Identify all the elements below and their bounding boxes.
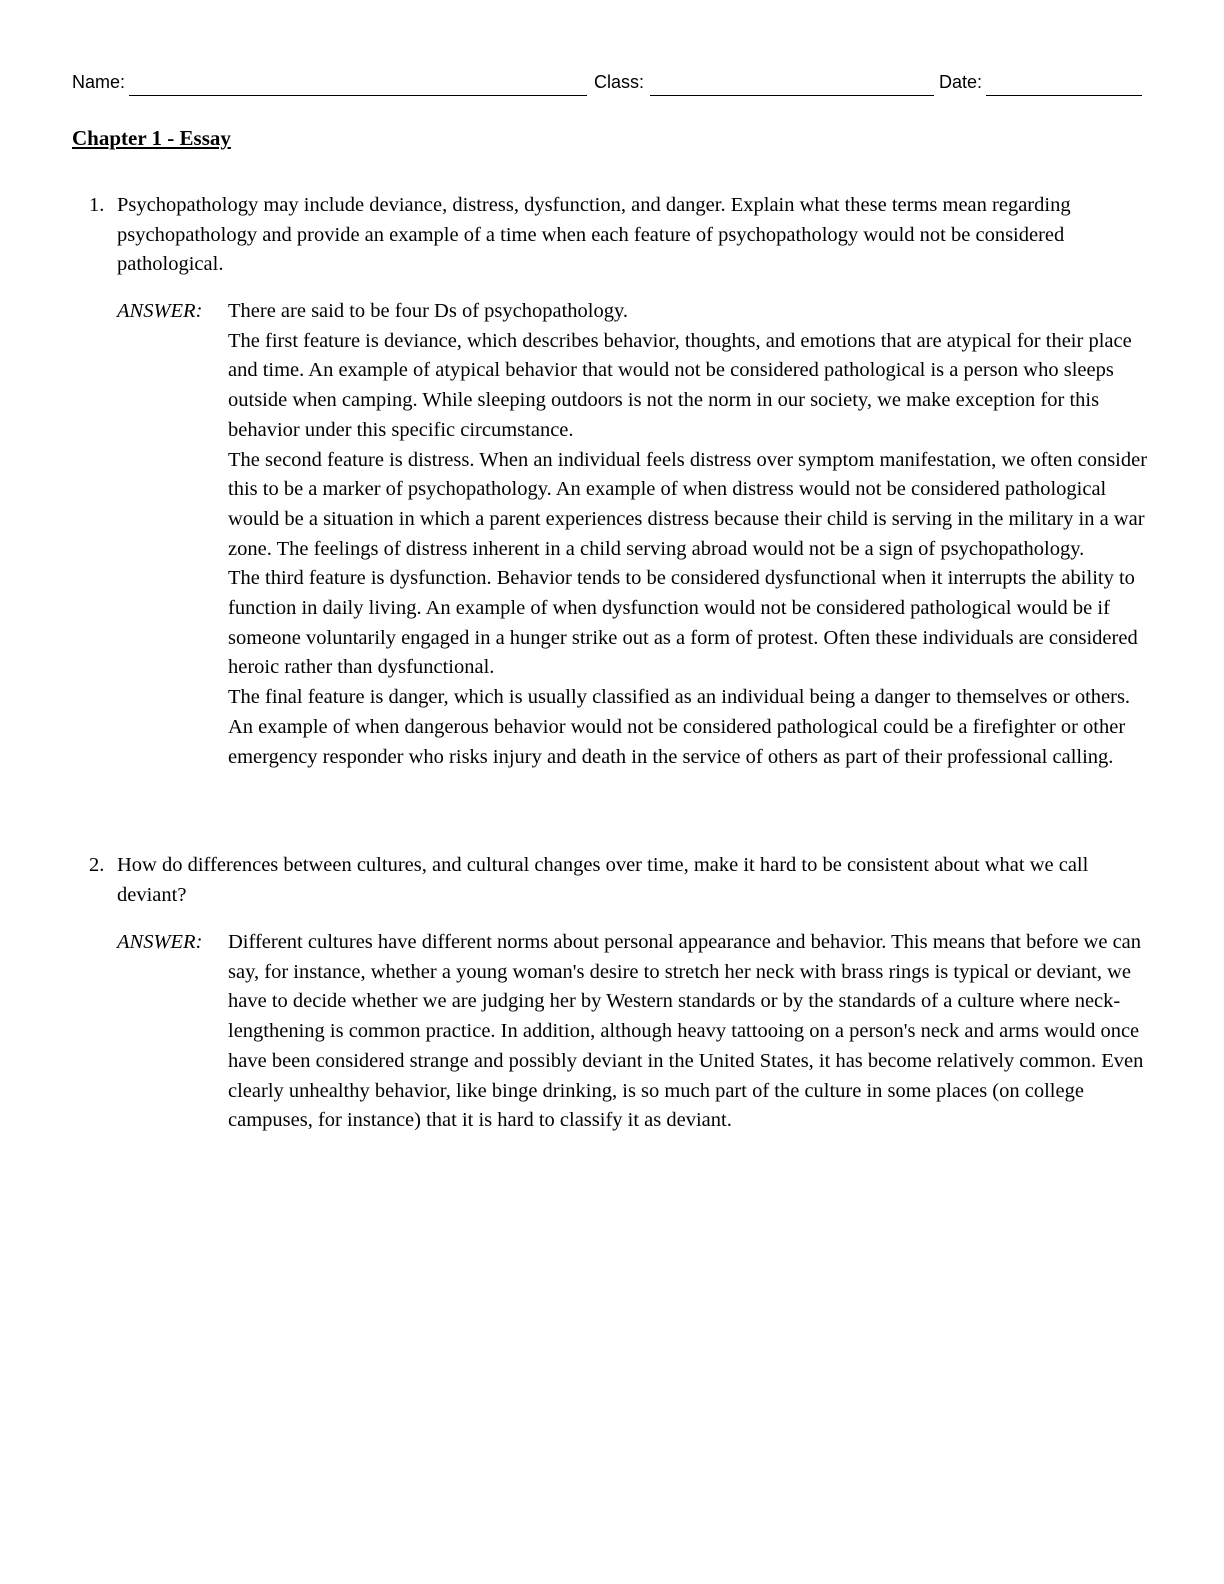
- date-blank-line: [986, 95, 1142, 96]
- class-blank-line: [650, 95, 934, 96]
- date-field: [939, 70, 1142, 96]
- question-number: 1.: [89, 194, 105, 216]
- student-info-header: [72, 70, 1142, 98]
- answer-paragraph: There are said to be four Ds of psychopathology.: [228, 300, 629, 322]
- name-label: Name:: [72, 72, 126, 92]
- answer-paragraph: Different cultures have different norms about personal appearance and behavior. This means that before we can say, for instance, whether a young woman's desire to stretch her neck with brass rings is typical or deviant, we have to decide whether we are judging her by Western standards or by the standards of a culture where neck-lengthening is common practice. In addition, although heavy tattooing on a person's neck and arms would once have been considered strange and possibly deviant in the United States, it has become relatively common. Even clearly unhealthy behavior, like binge drinking, is so much part of the culture in some places (on college campuses, for instance) that it is hard to classify it as deviant.: [228, 931, 1144, 1132]
- answer-body: [228, 928, 1148, 1136]
- answer-paragraph: The third feature is dysfunction. Behavior tends to be considered dysfunctional when it interrupts the ability to function in daily living. An example of when dysfunction would not be considered pathological would be if someone voluntarily engaged in a hunger strike out as a form of protest. Often these individuals are considered heroic rather than dysfunctional.: [228, 567, 1138, 679]
- class-label: Class:: [594, 72, 645, 92]
- class-field: [594, 70, 934, 96]
- answer-paragraph: The second feature is distress. When an individual feels distress over symptom manifestation, we often consider this to be a marker of psychopathology. An example of when distress would not be considered pathological would be a situation in which a parent experiences distress because their child is serving in the military in a war zone. The feelings of distress inherent in a child serving abroad would not be a sign of psychopathology.: [228, 448, 1148, 560]
- name-field: [72, 70, 587, 96]
- name-blank-line: [129, 95, 587, 96]
- answer-paragraph: The final feature is danger, which is usually classified as an individual being a danger to themselves or others. An example of when dangerous behavior would not be considered pathological could be a firefighter or other emergency responder who risks injury and death in the service of others as part of their professional calling.: [228, 686, 1131, 768]
- answer-label: ANSWER:: [117, 931, 203, 953]
- question-text: How do differences between cultures, and cultural changes over time, make it hard to be consistent about what we call deviant?: [117, 854, 1089, 906]
- date-label: Date:: [939, 72, 983, 92]
- answer-body: [228, 297, 1148, 772]
- answer-paragraph: The first feature is deviance, which describes behavior, thoughts, and emotions that are atypical for their place and time. An example of atypical behavior that would not be considered pathological is a person who sleeps outside when camping. While sleeping outdoors is not the norm in our society, we make exception for this behavior under this specific circumstance.: [228, 329, 1132, 441]
- question-number: 2.: [89, 854, 105, 876]
- answer-label: ANSWER:: [117, 300, 203, 322]
- chapter-title: Chapter 1 - Essay: [72, 126, 231, 150]
- question-text: Psychopathology may include deviance, distress, dysfunction, and danger. Explain what these terms mean regarding psychopathology and provide an example of a time when each feature of psychopathology would not be considered pathological.: [117, 194, 1071, 276]
